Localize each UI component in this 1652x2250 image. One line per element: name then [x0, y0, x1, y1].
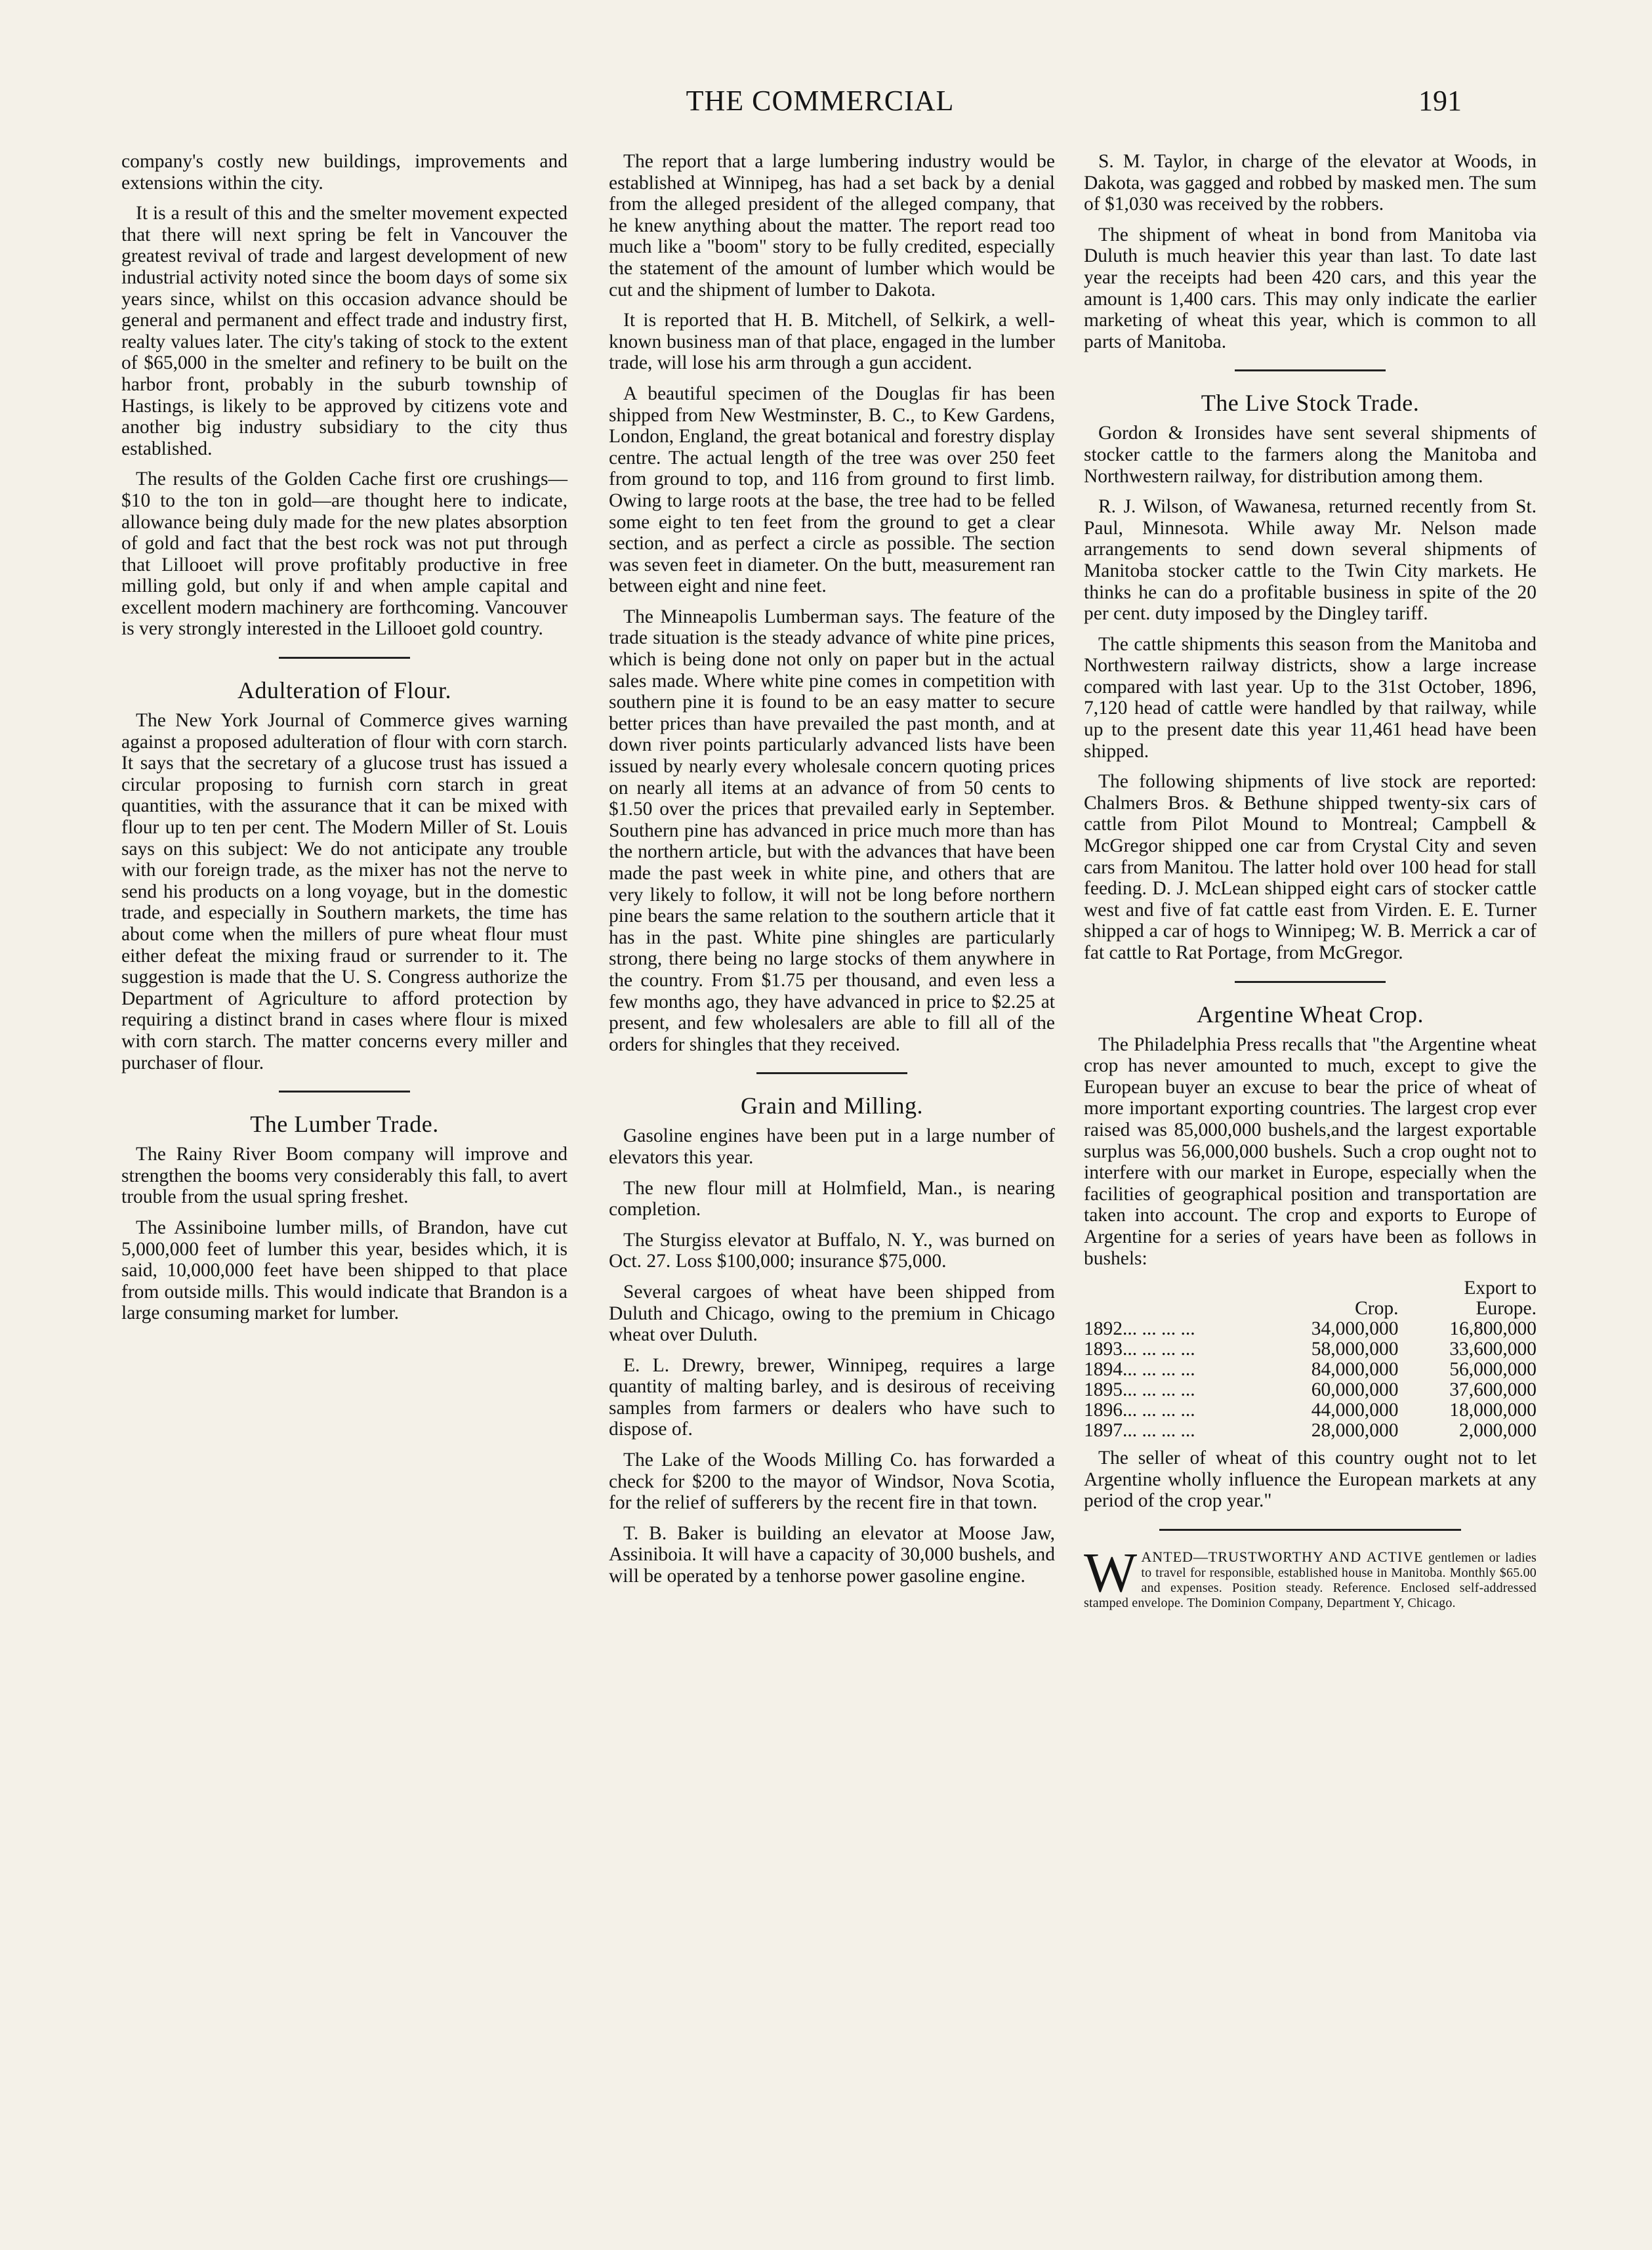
table-row: 1895... ... ... ... 60,000,000 37,600,000: [1084, 1379, 1537, 1401]
column-1: [121, 151, 568, 1333]
table-row: 1894... ... ... ... 84,000,000 56,000,000: [1084, 1359, 1537, 1381]
section-divider: [1235, 369, 1386, 371]
table-row: 1896... ... ... ... 44,000,000 18,000,000: [1084, 1400, 1537, 1421]
article-paragraph: The report that a large lumbering industry would be established at Winnipeg, has had a set back by a denial from the alleged president of the alleged company, that he knew anything about the matter. The report read too much like a "boom" story to be fully credited, especially the statement of the amount of lumber which would be cut and the shipment of lumber to Dakota.: [609, 151, 1055, 301]
article-paragraph: The Rainy River Boom company will improve and strengthen the booms very considerably this fall, to avert trouble from the usual spring freshet.: [121, 1144, 568, 1208]
running-head: [0, 84, 1652, 130]
column-2: [609, 151, 1055, 1596]
table-header-row: [1084, 1299, 1537, 1319]
column-3: [1084, 151, 1537, 1611]
news-item: The following shipments of live stock are reported: Chalmers Bros. & Bethune shipped twenty-six cars of cattle from Pilot Mound to Montreal; Campbell & McGregor shipped one car from Crystal City and seven cars from Manitou. The latter hold over 100 head for stall feeding. D. J. McLean shipped eight cars of stocker cattle west and five of fat cattle east from Virden. E. E. Turner shipped a car of hogs to Winnipeg; W. B. Merrick a car of fat cattle to Rat Portage, from McGregor.: [1084, 771, 1537, 963]
news-item: R. J. Wilson, of Wawanesa, returned recently from St. Paul, Minnesota. While away Mr. Nelson made arrangements to send down several shipments of Manitoba stocker cattle to the Twin City markets. He thinks he can do a profitable business in spite of the 20 per cent. duty imposed by the Dingley tariff.: [1084, 496, 1537, 625]
article-paragraph: A beautiful specimen of the Douglas fir has been shipped from New Westminster, B. C., to Kew Gardens, London, England, the great botanical and forestry display centre. The actual length of the tree was over 250 feet from ground to top, and 116 from ground to first limb. Owing to large roots at the base, the tree had to be felled some eight to ten feet from the ground to get a clear section, and as perfect a circle as possible. The section was seven feet in diameter. On the butt, measurement ran between eight and nine feet.: [609, 383, 1055, 597]
headline-lumber-trade: The Lumber Trade.: [250, 1111, 439, 1138]
news-item: S. M. Taylor, in charge of the elevator at Woods, in Dakota, was gagged and robbed by masked men. The sum of $1,030 was received by the robbers.: [1084, 151, 1537, 215]
section-divider: [279, 1091, 410, 1093]
argentine-crop-table: [1084, 1278, 1537, 1441]
article-paragraph: The New York Journal of Commerce gives warning against a proposed adulteration of flour with corn starch. It says that the secretary of a glucose trust has issued a circular proposing to furnish corn starch in great quantities, with the assurance that it can be mixed with flour up to ten per cent. The Modern Miller of St. Louis says on this subject: We do not anticipate any trouble with our foreign trade, as the mixer has not the nerve to send his products on a long voyage, but in the domestic trade, and especially in Southern markets, the time has about come when the millers of pure wheat flour must either defeat the mixing fraud or surrender to it. The suggestion is made that the U. S. Congress authorize the Department of Agriculture to afford protection by requiring a distinct brand in cases where flour is mixed with corn starch. The matter concerns every miller and purchaser of flour.: [121, 710, 568, 1073]
news-item: The shipment of wheat in bond from Manitoba via Duluth is much heavier this year than last. To date last year the receipts had been 420 cars, and this year the amount is 1,400 cars. This may only indicate the earlier marketing of wheat this year, which is common to all parts of Manitoba.: [1084, 224, 1537, 352]
table-header-row: [1084, 1278, 1537, 1299]
masthead-title: THE COMMERCIAL: [686, 85, 955, 117]
news-item: The cattle shipments this season from the Manitoba and Northwestern railway districts, show a large increase compared with last year. Up to the 31st October, 1896, 7,120 head of cattle were handled by that railway, while up to the present date this year 11,461 head have been shipped.: [1084, 633, 1537, 762]
section-divider: [1235, 981, 1386, 983]
section-divider: [756, 1072, 907, 1074]
news-item: T. B. Baker is building an elevator at Moose Jaw, Assiniboia. It will have a capacity of 30,000 bushels, and will be operated by a tenhorse power gasoline engine.: [609, 1522, 1055, 1587]
article-paragraph: It is reported that H. B. Mitchell, of Selkirk, a well-known business man of that place, engaged in the lumber trade, will lose his arm through a gun accident.: [609, 310, 1055, 374]
headline-live-stock-trade: The Live Stock Trade.: [1201, 390, 1420, 417]
article-paragraph: The Assiniboine lumber mills, of Brandon, have cut 5,000,000 feet of lumber this year, besides which, it is said, 10,000,000 feet have been shipped to that place from outside mills. This would indicate that Brandon is a large consuming market for lumber.: [121, 1217, 568, 1324]
article-paragraph: The seller of wheat of this country ought not to let Argentine wholly influence the European markets at any period of the crop year.": [1084, 1448, 1537, 1512]
page-number: 191: [1418, 85, 1462, 117]
news-item: The new flour mill at Holmfield, Man., is nearing completion.: [609, 1177, 1055, 1220]
table-row: 1893... ... ... ... 58,000,000 33,600,000: [1084, 1339, 1537, 1360]
news-item: Gasoline engines have been put in a large number of elevators this year.: [609, 1125, 1055, 1168]
table-row: 1892... ... ... ... 34,000,000 16,800,000: [1084, 1318, 1537, 1340]
headline-grain-and-milling: Grain and Milling.: [741, 1093, 923, 1119]
article-paragraph: The Philadelphia Press recalls that "the Argentine wheat crop has never amounted to much, except to give the European buyer an excuse to bear the price of wheat of more important exporting countries. The largest crop ever raised was 85,000,000 bushels,and the largest exportable surplus was 56,000,000 bushels. Such a crop ought not to interfere with our market in Europe, especially when the facilities of geographical position and transportation are taken into account. The crop and exports to Europe of Argentine for a series of years have been as follows in bushels:: [1084, 1033, 1537, 1269]
col-crop-header: Crop.: [1355, 1298, 1399, 1320]
news-item: Several cargoes of wheat have been shipped from Duluth and Chicago, owing to the premium in Chicago wheat over Duluth.: [609, 1281, 1055, 1346]
col-europe-header: Europe.: [1476, 1298, 1537, 1320]
article-paragraph: The Minneapolis Lumberman says. The feature of the trade situation is the steady advance of white pine prices, which is being done not only on paper but in the actual sales made. Where white pine comes in competition with southern pine it is found to be an easy matter to secure better prices than have prevailed the past month, and at down river points particularly advanced lists have been issued by nearly every wholesale concern quoting prices on nearly all items at an advance of from 50 cents to $1.50 over the prices that prevailed early in September. Southern pine has advanced in price much more than has the northern article, but with the advances that have been made the past week in white pine, and others that are very likely to follow, it will not be long before northern pine bears the same relation to the southern article that it has in the past. White pine shingles are particularly strong, there being no large stocks of them anywhere in the country. From $1.75 per thousand, and even less a few months ago, they have advanced in price to $2.25 at present, and few wholesalers are able to fill all of the orders for shingles that they received.: [609, 606, 1055, 1055]
article-paragraph: The results of the Golden Cache first ore crushings—$10 to the ton in gold—are thought here to indicate, allowance being duly made for the new plates absorption of gold and fact that the best rock was not put through that Lillooet will prove profitably productive in free milling gold, but only if and when ample capital and excellent modern machinery are forthcoming. Vancouver is very strongly interested in the Lillooet gold country.: [121, 469, 568, 640]
ad-text: gentlemen or ladies to travel for responsible, established house in Manitoba. Monthly $65.00 and expenses. Position steady. Reference. Enclosed self-addressed stamped envelope. The Dominion Company, Department Y, Chicago.: [1084, 1550, 1537, 1610]
section-divider: [279, 657, 410, 659]
news-item: Gordon & Ironsides have sent several shipments of stocker cattle to the farmers along the Manitoba and Northwestern railway, for distribution among them.: [1084, 423, 1537, 487]
ad-caps: ANTED—TRUSTWORTHY AND ACTIVE: [1141, 1548, 1424, 1565]
classified-ad: [1084, 1540, 1537, 1611]
section-divider: [1159, 1529, 1461, 1531]
table-row: 1897... ... ... ... 28,000,000 2,000,000: [1084, 1420, 1537, 1442]
headline-adulteration-of-flour: Adulteration of Flour.: [237, 677, 451, 704]
article-paragraph: It is a result of this and the smelter movement expected that there will next spring be felt in Vancouver the greatest revival of trade and largest development of new industrial activity noted since the boom days of some six years since, whilst on this occasion advance should be general and permanent and effect trade and industry first, realty values later. The city's taking of stock to the extent of $65,000 in the smelter and refinery to be built on the harbor front, probably in the suburb township of Hastings, is likely to be approved by citizens vote and another big industry subsidiary to the city thus established.: [121, 203, 568, 459]
news-item: The Lake of the Woods Milling Co. has forwarded a check for $200 to the mayor of Windsor, Nova Scotia, for the relief of sufferers by the recent fire in that town.: [609, 1449, 1055, 1514]
col-export-header: Export to: [1464, 1278, 1537, 1299]
news-item: The Sturgiss elevator at Buffalo, N. Y., was burned on Oct. 27. Loss $100,000; insurance $75,000.: [609, 1229, 1055, 1272]
ad-initial: W: [1084, 1540, 1138, 1604]
article-paragraph: company's costly new buildings, improvements and extensions within the city.: [121, 151, 568, 194]
news-item: E. L. Drewry, brewer, Winnipeg, requires a large quantity of malting barley, and is desirous of receiving samples from farmers or dealers who have such to dispose of.: [609, 1354, 1055, 1440]
headline-argentine-wheat-crop: Argentine Wheat Crop.: [1196, 1001, 1424, 1028]
